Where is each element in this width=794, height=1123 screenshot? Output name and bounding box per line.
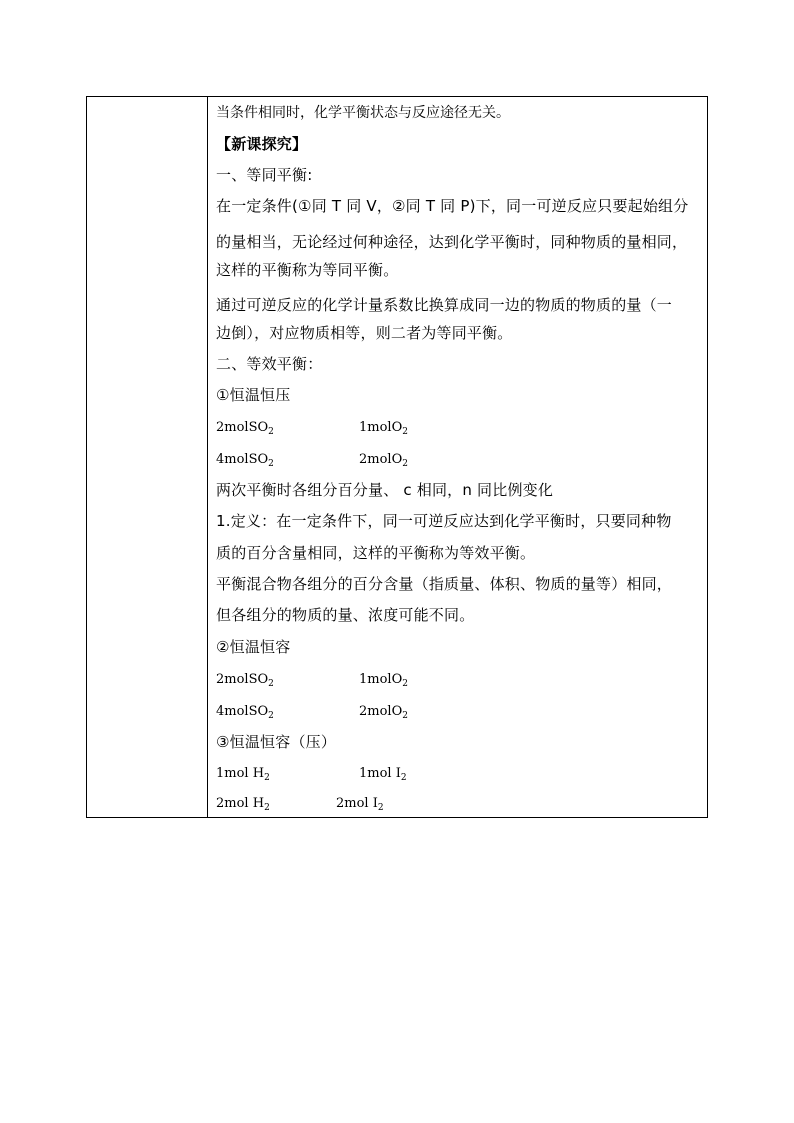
formula-right: 1molO$_2$ — [359, 420, 408, 437]
definition-line: 质的百分含量相同，这样的平衡称为等效平衡。 — [216, 544, 536, 562]
formula-row — [216, 702, 408, 722]
formula-row — [216, 450, 408, 470]
formula-right: 2molO$_2$ — [359, 452, 408, 469]
formula-left: 4molSO$_2$ — [216, 704, 274, 721]
subheading-constant-t-p: ①恒温恒压 — [216, 386, 291, 404]
heading-equivalent-equilibrium: 二、等效平衡： — [216, 355, 323, 373]
formula-row — [216, 670, 408, 690]
formula-left: 4molSO$_2$ — [216, 452, 274, 469]
text-line-condition: 当条件相同时，化学平衡状态与反应途径无关。 — [216, 105, 510, 121]
text-line: 边倒），对应物质相等，则二者为等同平衡。 — [216, 324, 513, 342]
text-line: 平衡混合物各组分的百分含量（指质量、体积、物质的量等）相同， — [216, 575, 673, 593]
subheading-constant-t-v-p: ③恒温恒容（压） — [216, 733, 337, 751]
definition-line: 1.定义：在一定条件下，同一可逆反应达到化学平衡时，只要同种物 — [216, 512, 672, 530]
formula-right: 2mol $I_2$ — [336, 796, 384, 813]
text-line: 但各组分的物质的量、浓度可能不同。 — [216, 606, 475, 624]
formula-row — [216, 418, 408, 438]
content-cell — [209, 97, 707, 817]
text-line: 这样的平衡称为等同平衡。 — [216, 261, 399, 279]
formula-right: 1mol $I_2$ — [359, 766, 407, 783]
formula-left: 1mol $H_2$ — [216, 766, 270, 783]
left-column-cell — [87, 97, 208, 817]
section-heading-new-lesson: 【新课探究】 — [216, 135, 308, 153]
text-line: 通过可逆反应的化学计量系数比换算成同一边的物质的物质的量（一 — [216, 296, 673, 314]
formula-row — [216, 794, 384, 814]
subheading-constant-t-v: ②恒温恒容 — [216, 638, 291, 656]
formula-left: 2mol $H_2$ — [216, 796, 270, 813]
formula-left: 2molSO$_2$ — [216, 420, 274, 437]
formula-row — [216, 764, 407, 784]
formula-left: 2molSO$_2$ — [216, 672, 274, 689]
text-line: 的量相当，无论经过何种途径，达到化学平衡时，同种物质的量相同， — [216, 233, 688, 251]
formula-right: 1molO$_2$ — [359, 672, 408, 689]
text-line: 两次平衡时各组分百分量、 c 相同，n 同比例变化 — [216, 481, 554, 499]
heading-equal-equilibrium: 一、等同平衡: — [216, 166, 313, 184]
text-line: 在一定条件(①同 T 同 V，②同 T 同 P)下，同一可逆反应只要起始组分 — [216, 197, 689, 215]
lesson-table — [86, 96, 708, 818]
formula-right: 2molO$_2$ — [359, 704, 408, 721]
